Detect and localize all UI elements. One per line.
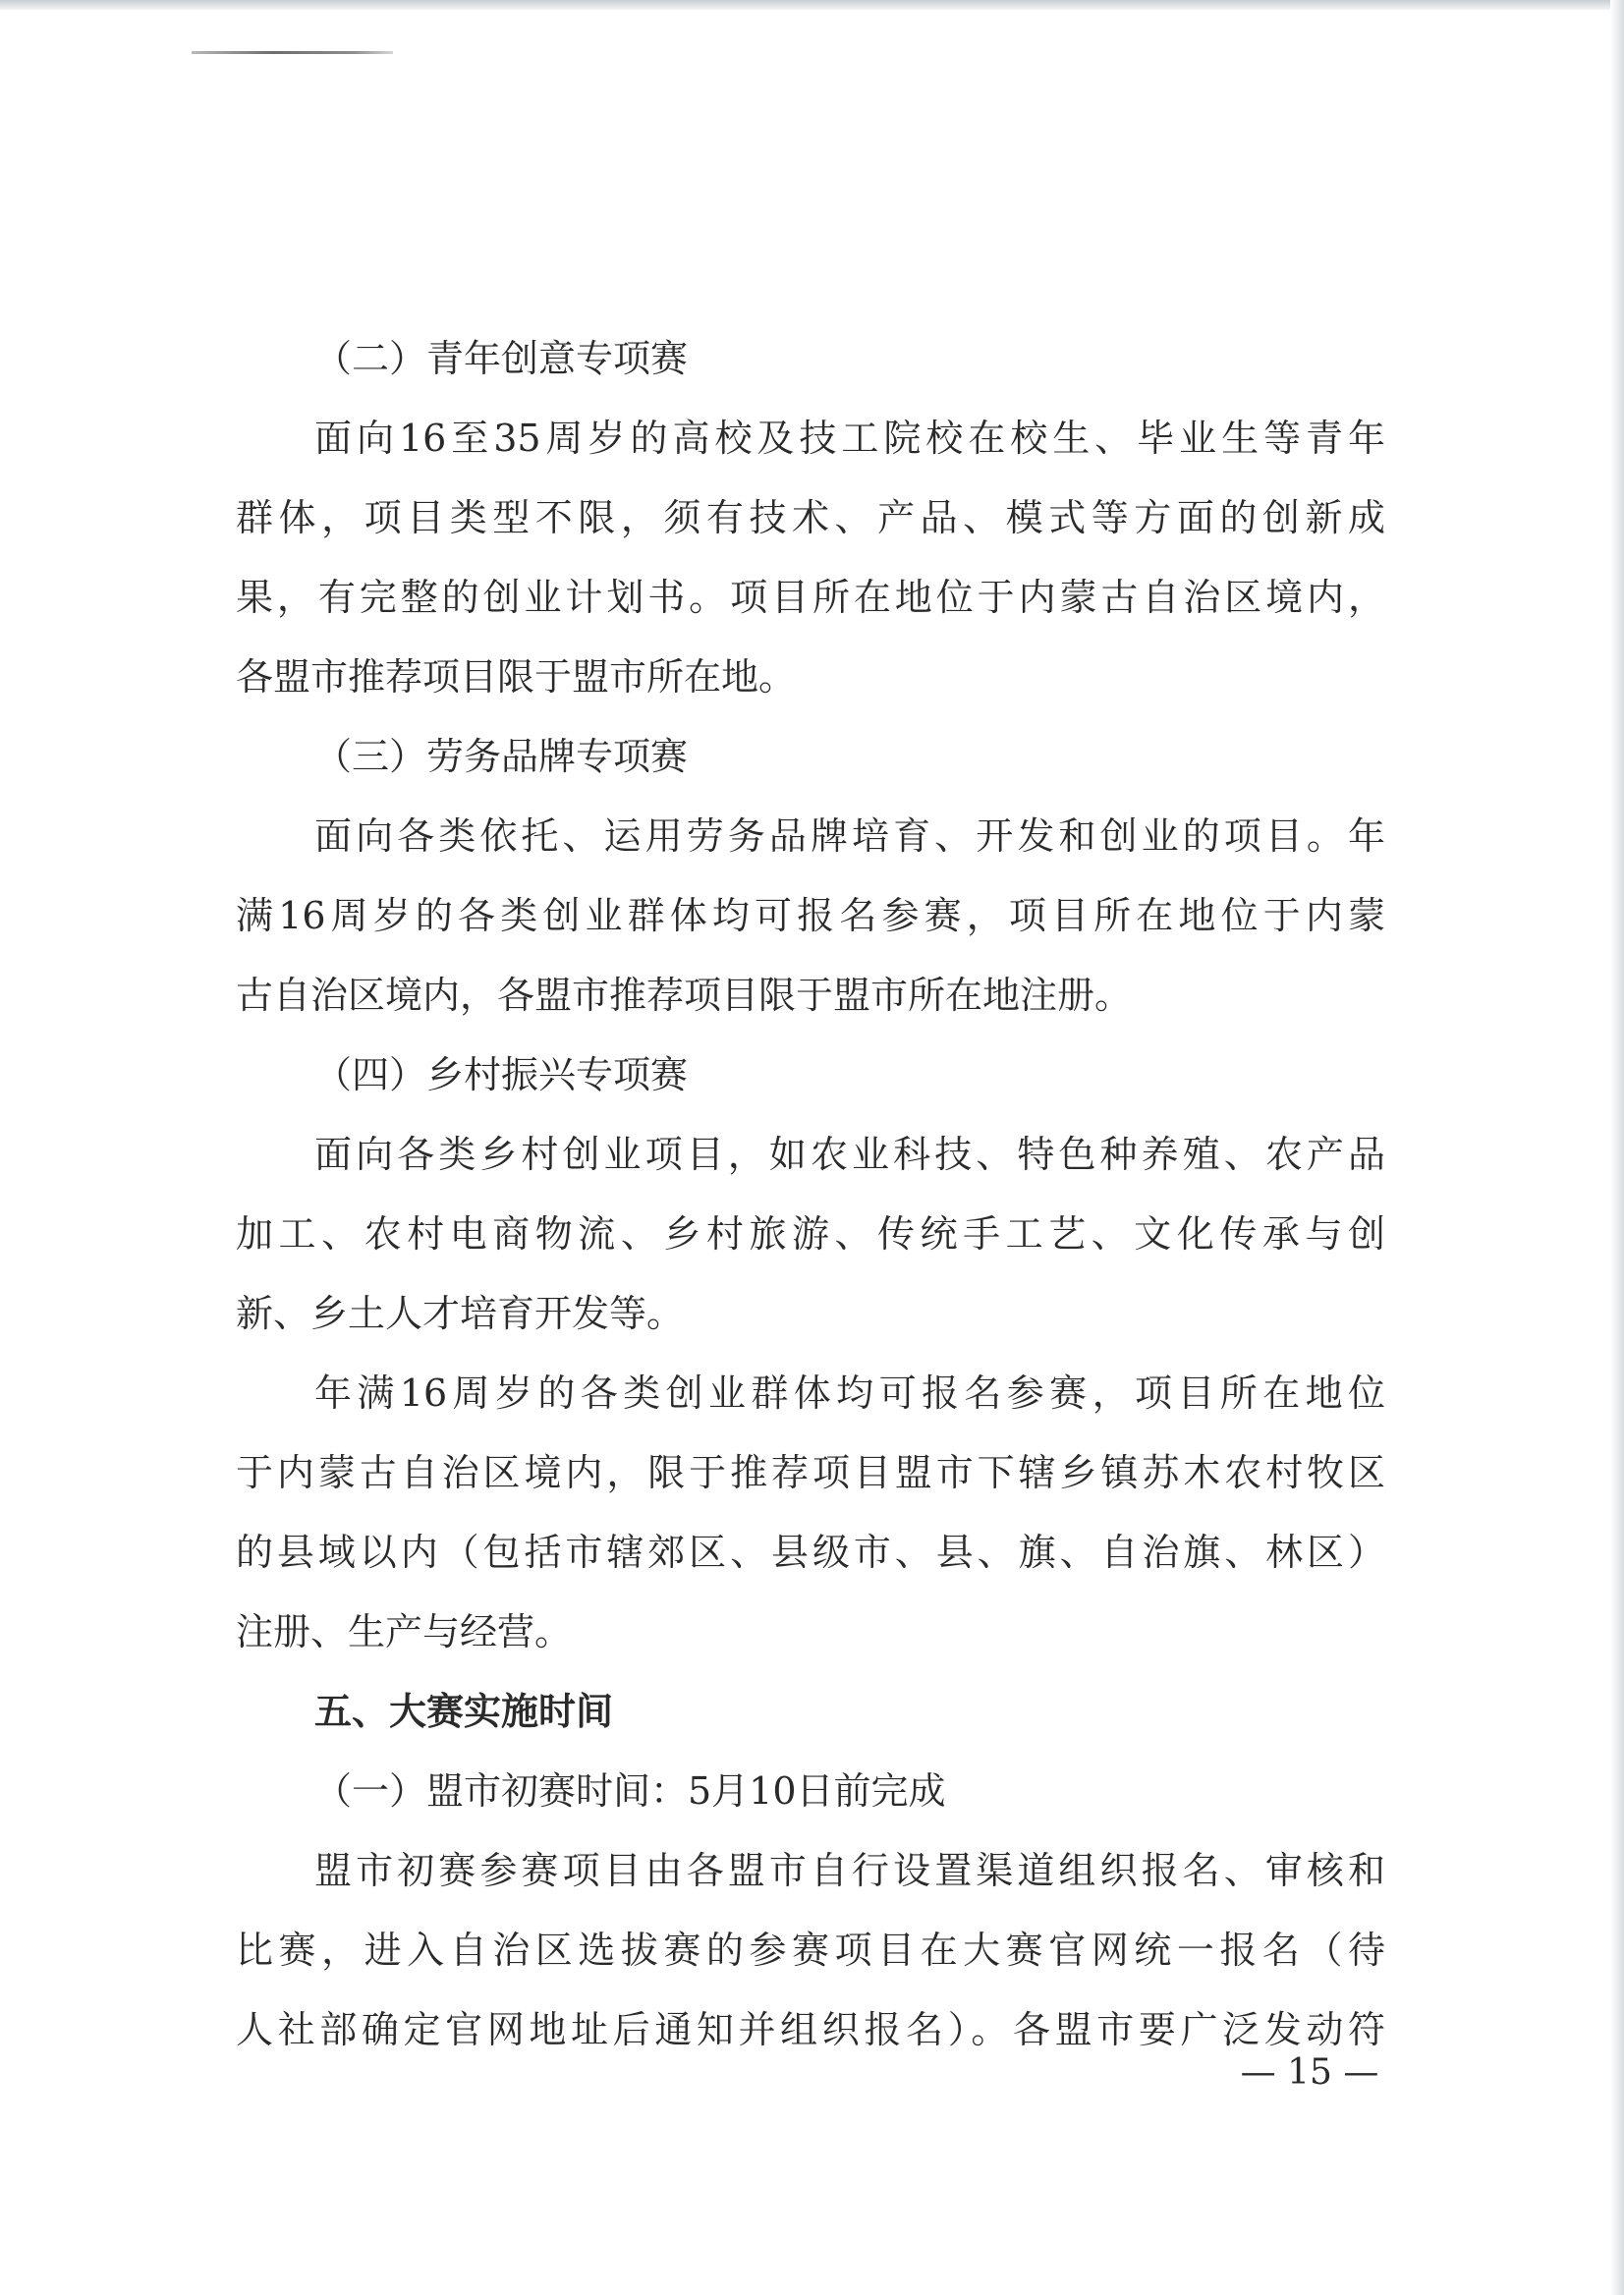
- heading-youth-creative-contest: （二）青年创意专项赛: [314, 337, 689, 380]
- header-rule: [192, 51, 393, 54]
- paragraph-line: 注册、生产与经营。: [236, 1610, 573, 1653]
- paragraph-line: 人社部确定官网地址后通知并组织报名）。各盟市要广泛发动符: [236, 2008, 1385, 2051]
- heading-labor-brand-contest: （三）劳务品牌专项赛: [314, 735, 689, 778]
- paragraph-line: 盟市初赛参赛项目由各盟市自行设置渠道组织报名、审核和: [314, 1849, 1385, 1892]
- paragraph-line: 果，有完整的创业计划书。项目所在地位于内蒙古自治区境内，: [236, 576, 1385, 619]
- paragraph-line: 面向各类乡村创业项目，如农业科技、特色种养殖、农产品: [314, 1133, 1385, 1176]
- heading-rural-revitalization-contest: （四）乡村振兴专项赛: [314, 1053, 689, 1096]
- paragraph-line: 面向各类依托、运用劳务品牌培育、开发和创业的项目。年: [314, 814, 1385, 858]
- paragraph-line: 面向16至35周岁的高校及技工院校在校生、毕业生等青年: [314, 417, 1385, 460]
- scan-edge-right: [1610, 0, 1624, 2295]
- paragraph-line: 各盟市推荐项目限于盟市所在地。: [236, 655, 797, 699]
- paragraph-line: 年满16周岁的各类创业群体均可报名参赛，项目所在地位: [314, 1371, 1385, 1415]
- paragraph-line: 加工、农村电商物流、乡村旅游、传统手工艺、文化传承与创: [236, 1212, 1385, 1256]
- paragraph-line: 古自治区境内，各盟市推荐项目限于盟市所在地注册。: [236, 974, 1133, 1017]
- page-number: — 15 —: [1240, 2052, 1379, 2093]
- paragraph-line: 新、乡土人才培育开发等。: [236, 1292, 685, 1335]
- paragraph-line: 的县域以内（包括市辖郊区、县级市、县、旗、自治旗、林区）: [236, 1531, 1385, 1574]
- subheading-preliminary-round: （一）盟市初赛时间：5月10日前完成: [314, 1769, 946, 1813]
- section-heading-schedule: 五、大赛实施时间: [314, 1690, 614, 1733]
- paragraph-line: 于内蒙古自治区境内，限于推荐项目盟市下辖乡镇苏木农村牧区: [236, 1451, 1385, 1494]
- paragraph-line: 比赛，进入自治区选拔赛的参赛项目在大赛官网统一报名（待: [236, 1929, 1385, 1972]
- scan-edge-top: [0, 0, 1624, 10]
- paragraph-line: 群体，项目类型不限，须有技术、产品、模式等方面的创新成: [236, 496, 1385, 539]
- paragraph-line: 满16周岁的各类创业群体均可报名参赛，项目所在地位于内蒙: [236, 894, 1385, 937]
